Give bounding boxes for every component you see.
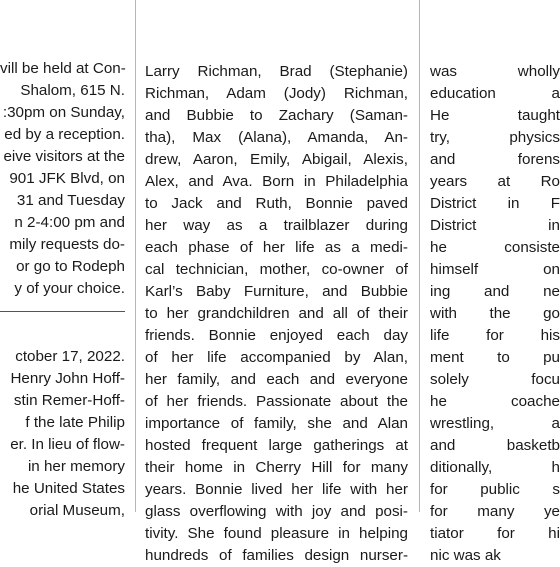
middle-column-line: Larry Richman, Brad (Stephanie) (145, 63, 408, 80)
middle-column-line: hosted frequent large gatherings at (145, 437, 408, 454)
right-column-line: solely focu (430, 371, 560, 388)
left-column-line: mily requests do- (9, 236, 125, 253)
left-column-bottom-text (0, 346, 125, 522)
left-column-line: or go to Rodeph (16, 258, 125, 275)
left-column-line: y of your choice. (14, 280, 125, 297)
middle-column-line: her way as a trailblazer during (145, 217, 408, 234)
middle-column-line: of her life accompanied by Alan, (145, 349, 408, 366)
middle-column-line: tha), Max (Alana), Amanda, An- (145, 129, 408, 146)
middle-column-line: cal technician, mother, co-owner of (145, 261, 408, 278)
middle-column-line: Karl’s Baby Furniture, and Bubbie (145, 283, 408, 300)
middle-column-line: her family, and each and everyone (145, 371, 408, 388)
left-column-line: stin Remer-Hoff- (13, 392, 125, 409)
middle-column-line: to Jack and Ruth, Bonnie paved (145, 195, 408, 212)
right-column-line: was wholly (430, 63, 560, 80)
left-column-line: Shalom, 615 N. (20, 82, 125, 99)
middle-column-line: Richman, Adam (Jody) Richman, (145, 85, 408, 102)
right-column-line: life for his (430, 327, 560, 344)
middle-column-line: importance of family, she and Alan (145, 415, 408, 432)
left-column-line: ctober 17, 2022. (15, 348, 125, 365)
left-column-line: :30pm on Sunday, (2, 104, 125, 121)
middle-column-line: glass overflowing with joy and posi- (145, 503, 408, 520)
left-column-line: he United States (12, 480, 125, 497)
right-column-line: with the go (430, 305, 560, 322)
middle-column-line: their home in Cherry Hill for many (145, 459, 408, 476)
right-column-line: ditionally, h (430, 459, 560, 476)
right-column-line: District in F (430, 195, 560, 212)
middle-column-line: each phase of her life as a medi- (145, 239, 408, 256)
left-column-line: ed by a reception. (4, 126, 125, 143)
right-column-line: for public s (430, 481, 560, 498)
middle-column-line: years. Bonnie lived her life with her (145, 481, 408, 498)
left-column-line: Henry John Hoff- (10, 370, 125, 387)
middle-column-line: tivity. She found pleasure in helping (145, 525, 408, 542)
left-column-line: vill be held at Con- (0, 60, 126, 77)
left-column-line: eive visitors at the (3, 148, 125, 165)
right-column-text (430, 61, 560, 567)
left-column-top-text (0, 58, 125, 300)
obituary-middle-column (145, 0, 408, 564)
middle-column-line: hundreds of families design nurser- (145, 547, 408, 564)
right-column-line: and basketb (430, 437, 560, 454)
column-divider-left (135, 0, 136, 512)
right-column-line: he coache (430, 393, 560, 410)
right-column-line: for many ye (430, 503, 560, 520)
left-column-line: er. In lieu of flow- (10, 436, 125, 453)
right-column-line: and forens (430, 151, 560, 168)
middle-column-line: and Bubbie to Zachary (Saman- (145, 107, 408, 124)
left-column-line: orial Museum, (29, 502, 125, 519)
left-column-line: 31 and Tuesday (16, 192, 125, 209)
right-column-line: he consiste (430, 239, 560, 256)
right-column-line: try, physics (430, 129, 560, 146)
obituary-right-column (430, 0, 560, 564)
right-column-line: wrestling, a (430, 415, 560, 432)
obituary-left-column (0, 0, 126, 519)
column-divider-right (419, 0, 420, 512)
middle-column-line: Alex, and Ava. Born in Philadelphia (145, 173, 408, 190)
left-column-line: in her memory (27, 458, 125, 475)
right-column-line: tiator for hi (430, 525, 560, 542)
section-separator-rule (0, 311, 125, 312)
middle-column-line: of her friends. Passionate about the (145, 393, 408, 410)
middle-column-line: drew, Aaron, Emily, Abigail, Alexis, (145, 151, 408, 168)
left-column-line: n 2-4:00 pm and (14, 214, 125, 231)
right-column-line: education a (430, 85, 560, 102)
right-column-line: himself on (430, 261, 560, 278)
right-column-line: years at Ro (430, 173, 560, 190)
right-column-line: District in (430, 217, 560, 234)
right-column-line: nic was ak (430, 547, 501, 564)
right-column-line: ment to pu (430, 349, 560, 366)
left-column-line: f the late Philip (25, 414, 125, 431)
left-column-line: 901 JFK Blvd, on (9, 170, 125, 187)
right-column-line: He taught (430, 107, 560, 124)
middle-column-line: to her grandchildren and all of their (145, 305, 408, 322)
right-column-line: ing and ne (430, 283, 560, 300)
middle-column-text (145, 61, 408, 567)
middle-column-line: friends. Bonnie enjoyed each day (145, 327, 408, 344)
